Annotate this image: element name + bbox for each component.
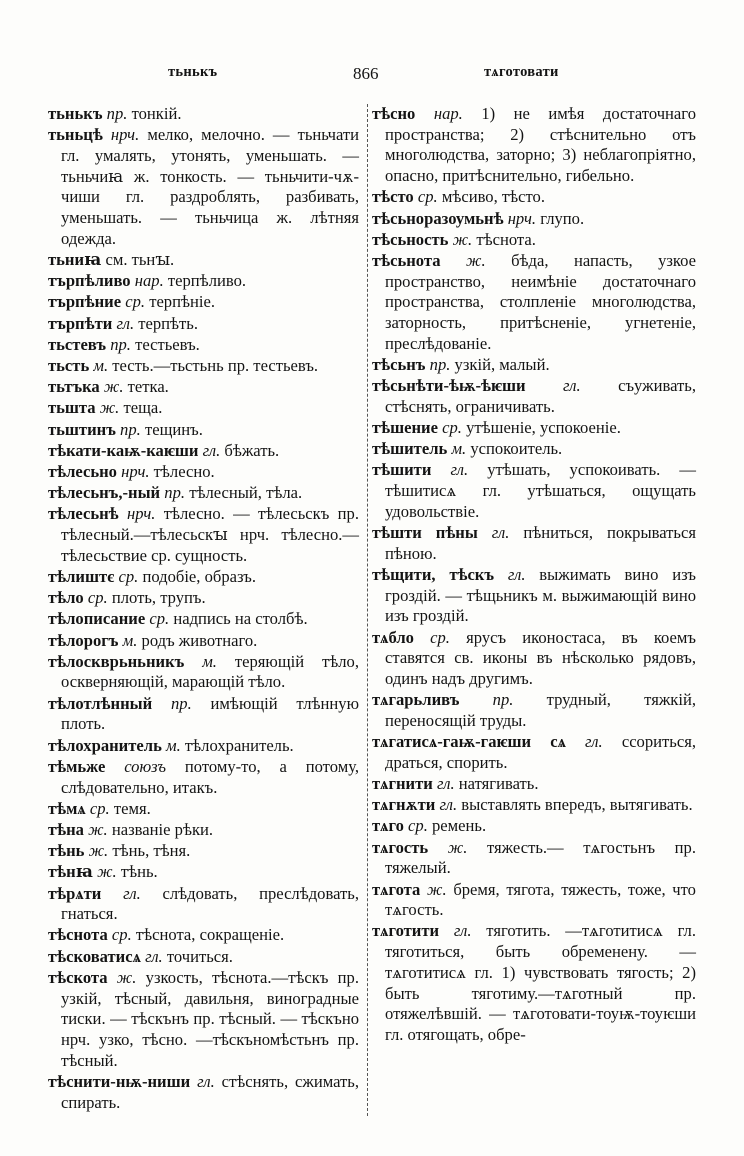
dictionary-entry — [48, 652, 359, 693]
definition: узкость, тѣснота.—тѣскъ пр. узкій, тѣсный, давильня, виноградные тиски. — тѣскънъ пр. тѣсный. — тѣскъно нрч. узко, тѣсно. —тѣскъномѣстьнъ пр. тѣсный. — [61, 967, 359, 1070]
grammar-label: гл. — [507, 564, 526, 584]
definition: ярусъ иконостаса, въ коемъ ставятся св. иконы въ нѣсколько рядовъ, одинъ надъ другимъ. — [385, 627, 696, 688]
grammar-label: пр. — [164, 483, 186, 503]
dictionary-entry — [48, 104, 359, 125]
headword: тѧгатисѧ-гаѭ-гаѥши сѧ — [372, 732, 566, 752]
grammar-label: нар. — [134, 271, 164, 291]
grammar-label: ср. — [111, 925, 132, 945]
headword: тѣсьнъ — [372, 354, 426, 374]
headword: тѧготити — [372, 921, 440, 941]
definition: успокоитель. — [470, 439, 563, 459]
dictionary-entry — [372, 795, 696, 816]
headword: тьтъка — [48, 377, 100, 397]
grammar-label: ж. — [88, 819, 108, 839]
definition: мелко, мелочно. — тьньчати гл. умалять, утонять, уменьшать. — тьньчиꙗ ж. тонкость. — тьньчити-чѫ-чиши гл. раздроблять, разбивать, уменьшать. — тьньчица ж. лѣтняя одежда. — [61, 125, 360, 248]
dictionary-entry — [48, 420, 359, 441]
dictionary-entry — [48, 799, 359, 820]
definition: узкій, малый. — [454, 354, 550, 374]
definition: тяготить. —тѧготитисѧ гл. тяготиться, быть обременену. — тѧготитисѧ гл. 1) чувствовать тягость; 2) быть тяготиму.—тѧготный пр. отяжелѣвшій. — тѧготовати-тоуѭ-тоуѥши гл. отягощать, обре- — [385, 921, 696, 1044]
grammar-label: гл. — [453, 921, 472, 941]
dictionary-entry — [372, 376, 696, 417]
dictionary-entry — [48, 250, 359, 271]
grammar-label: пр. — [492, 690, 514, 710]
definition: тѣнь. — [120, 862, 158, 882]
dictionary-entry — [372, 921, 696, 1045]
definition: терпѣливо. — [167, 271, 247, 291]
headword: тѣсковатисѧ — [48, 946, 141, 966]
headword: тѧбло — [372, 627, 414, 647]
grammar-label: ср. — [149, 609, 170, 629]
definition: съуживать, стѣснять, ограничивать. — [385, 376, 696, 416]
headword: тѣна — [48, 819, 84, 839]
dictionary-entry — [372, 209, 696, 230]
dictionary-entry — [48, 736, 359, 757]
headword: тьниꙗ — [48, 249, 102, 269]
definition: ссориться, драться, спорить. — [385, 732, 696, 772]
dictionary-entry — [48, 631, 359, 652]
grammar-label: гл. — [491, 523, 510, 543]
headword: тѣлесьнѣ — [48, 504, 119, 524]
grammar-label: м. — [202, 651, 217, 671]
grammar-label: ж. — [447, 837, 468, 857]
grammar-label: нрч. — [507, 208, 537, 228]
dictionary-entry — [48, 862, 359, 883]
definition: стѣснять, сжимать, спирать. — [61, 1071, 360, 1112]
definition: теряющій тѣло, оскверняющій, марающій тѣло. — [61, 651, 359, 692]
definition: пѣниться, покрываться пѣною. — [385, 523, 696, 563]
headword: търпѣливо — [48, 271, 131, 291]
dictionary-entry — [372, 104, 696, 187]
headword: тѧгарьливъ — [372, 690, 460, 710]
grammar-label: нар. — [433, 104, 463, 123]
definition: трудный, тяжкій, переносящій труды. — [385, 690, 696, 730]
headword: тѣлохранитель — [48, 735, 162, 755]
headword: тьньцѣ — [48, 125, 103, 145]
grammar-label: ж. — [427, 879, 447, 899]
running-header — [0, 64, 744, 86]
headword: тѣло — [48, 588, 84, 608]
dictionary-entry — [48, 947, 359, 968]
grammar-label: ж. — [103, 377, 124, 397]
dictionary-entry — [372, 816, 696, 837]
dictionary-entry — [48, 968, 359, 1072]
dictionary-entry — [48, 504, 359, 566]
grammar-label: ср. — [417, 187, 438, 207]
definition: точиться. — [166, 946, 233, 966]
grammar-label: союзъ — [124, 756, 167, 776]
dictionary-entry — [372, 628, 696, 690]
definition: тесть.—тьстьнь пр. тестьевъ. — [112, 355, 319, 375]
grammar-label: гл. — [450, 460, 469, 480]
definition: ремень. — [432, 816, 487, 836]
headword: тѣсто — [372, 187, 414, 207]
headword: тѣлописание — [48, 609, 146, 629]
grammar-label: пр. — [429, 354, 451, 374]
definition: тяжесть.— тѧгостьнъ пр. тяжелый. — [385, 837, 696, 878]
grammar-label: гл. — [197, 1071, 215, 1091]
headword: тѣсьнѣти-ѣѭ-ѣѥши — [372, 376, 526, 396]
grammar-label: ср. — [430, 627, 450, 647]
grammar-label: гл. — [202, 440, 221, 460]
headword: тѣскота — [48, 967, 108, 987]
dictionary-entry — [48, 567, 359, 588]
dictionary-entry — [372, 690, 696, 731]
grammar-label: пр. — [120, 419, 141, 439]
headword: тьштинъ — [48, 419, 116, 439]
grammar-label: ж. — [99, 398, 120, 418]
headword: тьнькъ — [48, 104, 103, 123]
definition: тетка. — [127, 377, 169, 397]
dictionary-entry — [372, 439, 696, 460]
headword: тѣмьже — [48, 756, 106, 776]
grammar-label: гл. — [436, 774, 455, 793]
dictionary-entry — [48, 694, 359, 735]
grammar-label: нрч. — [110, 125, 140, 145]
definition: тѣснота, сокращеніе. — [135, 925, 285, 945]
headword: тьшта — [48, 398, 96, 418]
headword: тѣмѧ — [48, 798, 86, 818]
definition: тѣлохранитель. — [184, 735, 294, 755]
definition: подобіе, образъ. — [142, 566, 256, 586]
headword: тѣлорогъ — [48, 630, 119, 650]
definition: тѣснота. — [476, 229, 536, 249]
dictionary-entry — [48, 314, 359, 335]
dictionary-entry — [372, 732, 696, 773]
headword: тѧго — [372, 816, 404, 836]
definition: утѣшать, успокоивать. — тѣшитисѧ гл. утѣшаться, ощущать удовольствіе. — [385, 460, 696, 521]
headword: тѣшти пѣны — [372, 523, 478, 543]
definition: 1) не имѣя достаточнаго пространства; 2) стѣснительно отъ многолюдства, заторно; 3) неблагопріятно, опасно, притѣснительно, гибельно. — [385, 104, 696, 186]
definition: см. тьнꙑ. — [105, 249, 175, 269]
dictionary-entry — [372, 880, 696, 921]
dictionary-entry — [372, 187, 696, 208]
headword: тѣлотлѣнный — [48, 693, 153, 713]
grammar-label: гл. — [439, 795, 458, 815]
definition: тонкій. — [131, 104, 182, 123]
definition: бѣжать. — [224, 440, 280, 460]
grammar-label: гл. — [116, 313, 135, 333]
headword: тѣщити, тѣскъ — [372, 564, 495, 584]
headword: тѣрѧти — [48, 883, 102, 903]
headword: тѣсьность — [372, 229, 449, 249]
dictionary-entry — [48, 356, 359, 377]
headword: тѣнꙗ — [48, 862, 93, 882]
definition: тѣлесный, тѣла. — [189, 483, 303, 503]
headword: тѣнь — [48, 841, 85, 861]
definition: натягивать. — [458, 774, 539, 793]
grammar-label: м. — [451, 439, 467, 459]
definition: надпись на столбѣ. — [173, 609, 308, 629]
definition: названіе рѣки. — [111, 819, 214, 839]
grammar-label: м. — [93, 355, 109, 375]
definition: мѣсиво, тѣсто. — [441, 187, 546, 207]
definition: бремя, тягота, тяжесть, тоже, что тѧгость. — [385, 879, 696, 920]
definition: терпѣть. — [138, 313, 199, 333]
dictionary-entry — [372, 355, 696, 376]
dictionary-entry — [372, 774, 696, 795]
column-divider — [367, 104, 368, 1116]
definition: тещинъ. — [144, 419, 203, 439]
right-guide-word: тѧготовати — [484, 64, 559, 80]
dictionary-entry — [372, 523, 696, 564]
definition: глупо. — [540, 208, 585, 228]
dictionary-entry — [48, 757, 359, 798]
headword: тѣкати-каѭ-каѥши — [48, 440, 199, 460]
dictionary-entry — [372, 418, 696, 439]
grammar-label: нрч. — [121, 461, 150, 481]
grammar-label: ж. — [97, 862, 117, 882]
right-column — [372, 104, 696, 1046]
definition: тѣлесно. — [153, 461, 215, 481]
grammar-label: гл. — [585, 732, 603, 752]
headword: тѣсьнота — [372, 250, 441, 270]
grammar-label: пр. — [110, 334, 131, 354]
headword: тѣшение — [372, 418, 438, 438]
dictionary-entry — [48, 609, 359, 630]
dictionary-entry — [48, 398, 359, 419]
dictionary-entry — [372, 460, 696, 522]
dictionary-entry — [48, 884, 359, 925]
grammar-label: м. — [122, 630, 138, 650]
grammar-label: ж. — [88, 841, 109, 861]
dictionary-entry — [48, 483, 359, 504]
definition: имѣющій тлѣнную плоть. — [61, 693, 360, 734]
grammar-label: ср. — [125, 292, 146, 312]
grammar-label: ср. — [89, 798, 110, 818]
dictionary-entry — [48, 1072, 359, 1113]
definition: слѣдовать, преслѣдовать, гнаться. — [61, 883, 359, 924]
headword: тѣлоскврьньникъ — [48, 651, 185, 671]
definition: тѣлесно. — тѣлесьскъ пр. тѣлесный.—тѣлесьскꙑ нрч. тѣлесно.—тѣлесьствие ср. сущность. — [61, 504, 359, 565]
definition: терпѣніе. — [149, 292, 215, 312]
grammar-label: гл. — [145, 946, 163, 966]
grammar-label: ср. — [408, 816, 428, 836]
definition: выставлять впередъ, вытягивать. — [461, 795, 693, 815]
headword: тѣлесьнъ,-ный — [48, 483, 161, 503]
grammar-label: м. — [166, 735, 181, 755]
headword: тьсть — [48, 355, 90, 375]
definition: потому-то, а потому, слѣдовательно, итакъ. — [61, 756, 359, 797]
left-column — [48, 104, 359, 1114]
definition: теща. — [123, 398, 163, 418]
definition: темя. — [113, 798, 151, 818]
grammar-label: гл. — [563, 376, 581, 396]
dictionary-entry — [372, 251, 696, 355]
dictionary-entry — [48, 441, 359, 462]
headword: тѧгость — [372, 837, 429, 857]
grammar-label: ср. — [118, 566, 139, 586]
headword: тѣшитель — [372, 439, 448, 459]
grammar-label: нрч. — [127, 504, 156, 524]
dictionary-entry — [48, 335, 359, 356]
definition: тестьевъ. — [135, 334, 200, 354]
definition: утѣшеніе, успокоеніе. — [466, 418, 621, 438]
headword: тѣсно — [372, 104, 416, 123]
headword: търпѣние — [48, 292, 122, 312]
definition: родъ животнаго. — [141, 630, 258, 650]
headword: тѣлесьно — [48, 461, 117, 481]
dictionary-entry — [372, 838, 696, 879]
dictionary-entry — [48, 125, 359, 249]
definition: выжимать вино изъ гроздій. — тѣщьникъ м. выжимающій вино изъ гроздій. — [385, 564, 696, 626]
grammar-label: пр. — [170, 693, 192, 713]
dictionary-entry — [372, 230, 696, 251]
page-number: 866 — [353, 64, 379, 83]
dictionary-entry — [48, 377, 359, 398]
dictionary-entry — [48, 462, 359, 483]
dictionary-entry — [48, 588, 359, 609]
grammar-label: ж. — [116, 967, 137, 987]
headword: тѧгота — [372, 879, 421, 899]
dictionary-entry — [48, 292, 359, 313]
dictionary-entry — [48, 925, 359, 946]
dictionary-entry — [48, 841, 359, 862]
headword: търпѣти — [48, 313, 113, 333]
headword: тѣснота — [48, 925, 108, 945]
dictionary-entry — [48, 820, 359, 841]
grammar-label: ср. — [87, 588, 108, 608]
left-guide-word: тьнькъ — [168, 64, 218, 80]
headword: тѣлиштє — [48, 566, 115, 586]
grammar-label: гл. — [123, 883, 141, 903]
dictionary-entry — [372, 565, 696, 627]
headword: тѣшити — [372, 460, 432, 480]
headword: тѧгнѫти — [372, 795, 436, 815]
headword: тѣснити-нѭ-ниши — [48, 1071, 191, 1091]
definition: бѣда, напасть, узкое пространство, неимѣніе достаточнаго пространства, столпленіе многолюдства, заторность, притѣсненіе, угнетеніе, преслѣдованіе. — [385, 250, 697, 353]
grammar-label: ж. — [452, 229, 473, 249]
grammar-label: ср. — [442, 418, 462, 438]
headword: тьстевъ — [48, 334, 107, 354]
definition: тѣнь, тѣня. — [112, 841, 191, 861]
headword: тѣсьноразоумьнѣ — [372, 208, 504, 228]
grammar-label: пр. — [106, 104, 128, 123]
dictionary-entry — [48, 271, 359, 292]
definition: плоть, трупъ. — [111, 588, 206, 608]
headword: тѧгнити — [372, 774, 433, 793]
grammar-label: ж. — [466, 250, 486, 270]
